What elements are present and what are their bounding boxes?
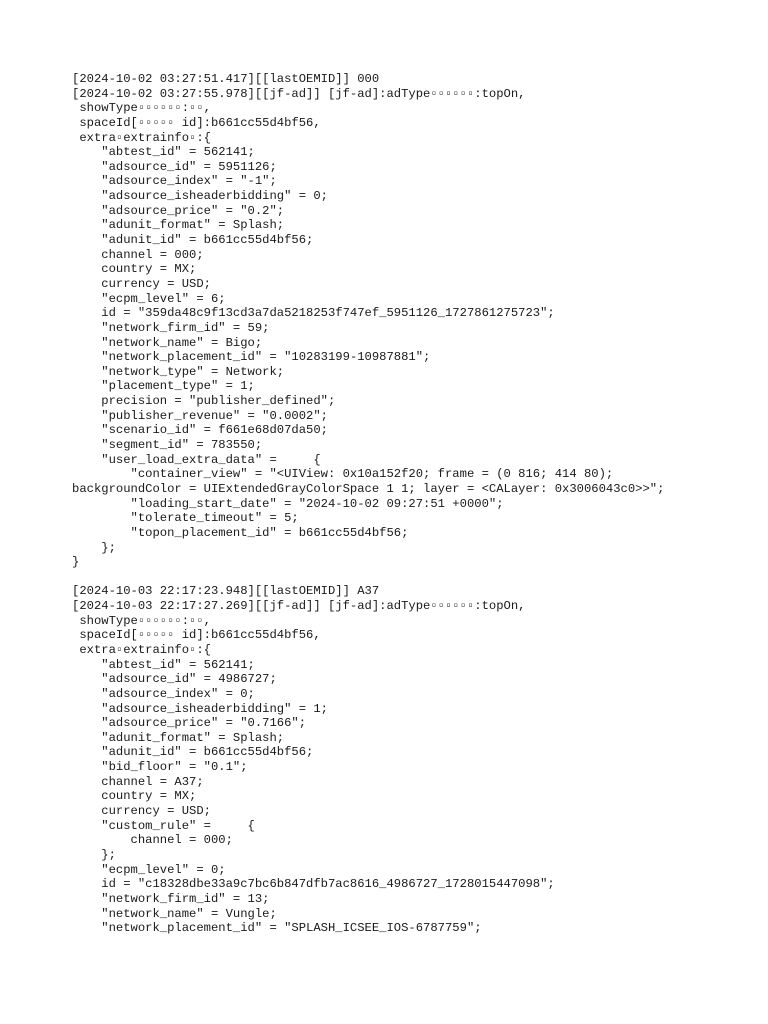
log-line: "adsource_index" = "-1"; [72,174,277,189]
log-line: id = "c18328dbe33a9c7bc6b847dfb7ac8616_4986727_1728015447098"; [72,877,555,892]
log-line: } [72,555,80,570]
log-line: "segment_id" = 783550; [72,438,263,453]
log-line: country = MX; [72,789,197,804]
log-line: extra▫extrainfo▫:{ [72,130,211,145]
log-line: "network_firm_id" = 59; [72,320,270,335]
log-line: "adunit_id" = b661cc55d4bf56; [72,233,314,248]
log-line: "abtest_id" = 562141; [72,657,255,672]
log-line: [2024-10-03 22:17:23.948][[lastOEMID]] A37 [72,584,380,599]
log-line: "network_name" = Bigo; [72,335,263,350]
log-line: "network_name" = Vungle; [72,906,277,921]
log-document [72,72,768,936]
log-line: "tolerate_timeout" = 5; [72,511,299,526]
log-line: "network_placement_id" = "SPLASH_ICSEE_IOS-6787759"; [72,921,482,936]
log-line: channel = A37; [72,774,204,789]
log-line: "adunit_format" = Splash; [72,730,285,745]
log-line: precision = "publisher_defined"; [72,394,336,409]
log-entry [72,72,768,570]
log-line: }; [72,540,116,555]
log-line: spaceId[▫▫▫▫▫ id]:b661cc55d4bf56, [72,628,321,643]
log-line: "publisher_revenue" = "0.0002"; [72,408,328,423]
log-line: [2024-10-02 03:27:55.978][[jf-ad]] [jf-ad]:adType▫▫▫▫▫▫:topOn, [72,86,526,101]
log-line: "adsource_price" = "0.2"; [72,203,285,218]
log-line: id = "359da48c9f13cd3a7da5218253f747ef_5951126_1727861275723"; [72,306,555,321]
log-line: "adsource_isheaderbidding" = 1; [72,701,328,716]
log-line: "adunit_format" = Splash; [72,218,285,233]
log-line: "bid_floor" = "0.1"; [72,760,248,775]
log-line: country = MX; [72,262,197,277]
log-line: "custom_rule" = { [72,818,255,833]
log-line: }; [72,847,116,862]
log-line: "ecpm_level" = 6; [72,291,226,306]
log-line: "adsource_index" = 0; [72,686,255,701]
log-line: "loading_start_date" = "2024-10-02 09:27:51 +0000"; [72,496,504,511]
log-line: "user_load_extra_data" = { [72,452,321,467]
log-line: "network_firm_id" = 13; [72,891,270,906]
log-line: "adunit_id" = b661cc55d4bf56; [72,745,314,760]
log-line: "network_type" = Network; [72,364,285,379]
log-line: "adsource_id" = 5951126; [72,159,277,174]
entry-separator [72,570,768,585]
log-line: "scenario_id" = f661e68d07da50; [72,423,328,438]
log-line: "placement_type" = 1; [72,379,255,394]
log-line: "adsource_isheaderbidding" = 0; [72,189,328,204]
log-line: "adsource_price" = "0.7166"; [72,716,307,731]
log-line: channel = 000; [72,247,204,262]
log-line: spaceId[▫▫▫▫▫ id]:b661cc55d4bf56, [72,115,321,130]
log-line: showType▫▫▫▫▫▫:▫▫, [72,613,211,628]
log-line: "network_placement_id" = "10283199-10987881"; [72,350,431,365]
log-line: extra▫extrainfo▫:{ [72,642,211,657]
log-line: [2024-10-03 22:17:27.269][[jf-ad]] [jf-ad]:adType▫▫▫▫▫▫:topOn, [72,599,526,614]
log-line: currency = USD; [72,276,211,291]
log-line: "abtest_id" = 562141; [72,145,255,160]
log-line: "container_view" = "<UIView: 0x10a152f20; frame = (0 816; 414 80); [72,467,614,482]
log-line: backgroundColor = UIExtendedGrayColorSpace 1 1; layer = <CALayer: 0x3006043c0>>"; [72,481,665,496]
log-line: "topon_placement_id" = b661cc55d4bf56; [72,525,409,540]
log-line: [2024-10-02 03:27:51.417][[lastOEMID]] 000 [72,72,380,86]
log-line: showType▫▫▫▫▫▫:▫▫, [72,101,211,116]
log-line: currency = USD; [72,804,211,819]
log-entry [72,584,768,935]
log-line: "adsource_id" = 4986727; [72,672,277,687]
log-line: channel = 000; [72,833,233,848]
log-line: "ecpm_level" = 0; [72,862,226,877]
